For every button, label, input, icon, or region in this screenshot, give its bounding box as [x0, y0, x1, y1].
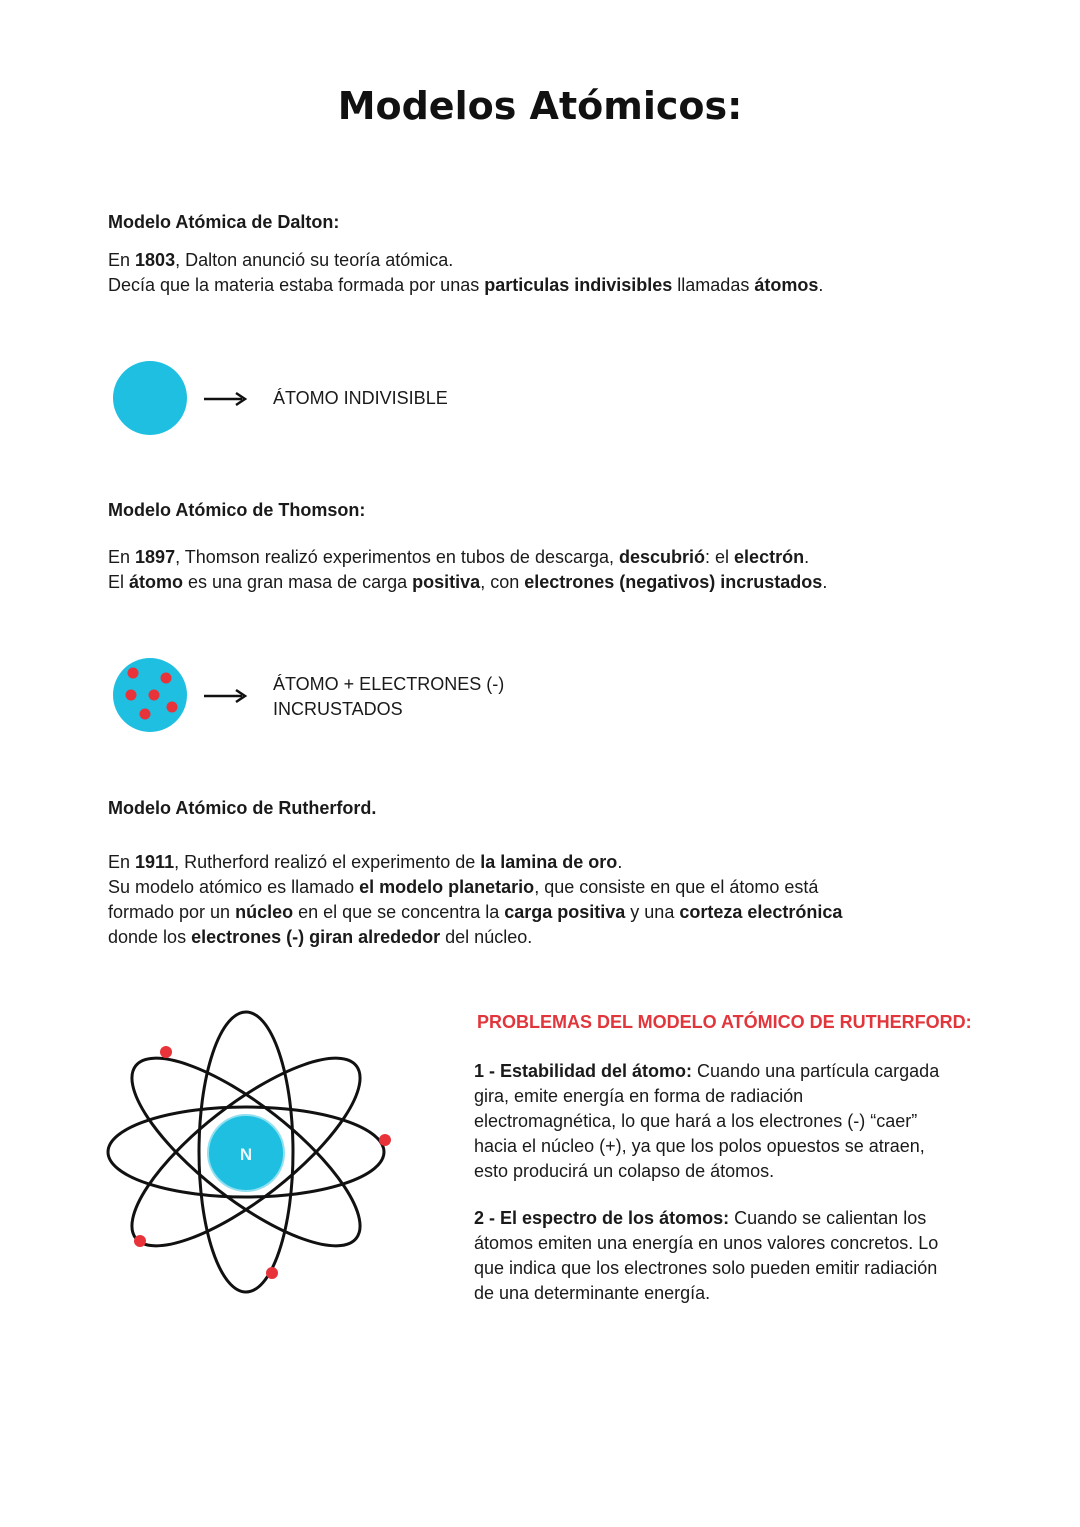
text-line: [474, 1134, 939, 1159]
text: hacia el núcleo (+), ya que los polos opuestos se atraen,: [474, 1136, 925, 1156]
dalton-diagram: [100, 350, 260, 450]
text: Su modelo atómico es llamado: [108, 877, 360, 897]
text: .: [822, 572, 828, 592]
text: .: [617, 852, 623, 872]
text-line: [108, 273, 823, 298]
text-line: [108, 545, 827, 570]
text: En: [108, 852, 136, 872]
text: Decía que la materia estaba formada por unas: [108, 275, 485, 295]
arrow-right-icon: [204, 393, 245, 405]
dalton-text: [108, 248, 823, 298]
text: .: [818, 275, 824, 295]
text: , Dalton anunció su teoría atómica.: [175, 250, 454, 270]
text-line: [474, 1256, 938, 1281]
text: llamadas: [672, 275, 755, 295]
bold-text: electrón: [734, 547, 805, 567]
bold-text: electrones (negativos) incrustados: [524, 572, 823, 592]
indivisible-atom-icon: [113, 361, 187, 435]
text: es una gran masa de carga: [183, 572, 413, 592]
text: , que consiste en que el átomo está: [534, 877, 819, 897]
text: de una determinante energía.: [474, 1283, 711, 1303]
bold-text: descubrió: [619, 547, 706, 567]
text: átomos emiten una energía en unos valores concretos. Lo: [474, 1233, 939, 1253]
rutherford-atom-diagram: [100, 1005, 400, 1305]
text: en el que se concentra la: [293, 902, 505, 922]
text: El: [108, 572, 130, 592]
text: , Thomson realizó experimentos en tubos de descarga,: [175, 547, 619, 567]
thomson-label-line-1: ÁTOMO + ELECTRONES (-): [273, 674, 505, 694]
page-title: Modelos Atómicos:: [337, 84, 743, 128]
text: En: [108, 547, 136, 567]
thomson-diagram-label: [273, 672, 504, 722]
nucleus-label: N: [239, 1145, 253, 1164]
arrow-right-icon: [204, 690, 245, 702]
dalton-heading: Modelo Atómica de Dalton:: [108, 212, 340, 232]
text-line: [474, 1281, 938, 1306]
bold-text: electrones (-) giran alrededor: [191, 927, 441, 947]
problem-1-text: [474, 1059, 939, 1184]
text: , con: [480, 572, 525, 592]
bold-text: 1803: [135, 250, 176, 270]
text: del núcleo.: [440, 927, 533, 947]
bold-text: núcleo: [235, 902, 294, 922]
text-line: [108, 248, 823, 273]
text-line: [474, 1159, 939, 1184]
text-line: [108, 875, 842, 900]
bold-text: 1897: [135, 547, 176, 567]
bold-text: el modelo planetario: [359, 877, 535, 897]
bold-text: átomos: [754, 275, 819, 295]
text-line: [108, 900, 842, 925]
text-line: [108, 925, 842, 950]
problem-2-text: [474, 1206, 938, 1306]
bold-text: 1911: [135, 852, 175, 872]
bold-text: átomo: [129, 572, 184, 592]
text-line: [108, 570, 827, 595]
bold-text: la lamina de oro: [480, 852, 618, 872]
text-line: [474, 1231, 938, 1256]
text: donde los: [108, 927, 192, 947]
problems-heading: PROBLEMAS DEL MODELO ATÓMICO DE RUTHERFORD:: [477, 1012, 972, 1032]
rutherford-text: [108, 850, 842, 950]
bold-text: 1 - Estabilidad del átomo:: [474, 1061, 693, 1081]
bold-text: positiva: [412, 572, 481, 592]
text-line: [474, 1109, 939, 1134]
thomson-diagram: [100, 647, 260, 747]
text-line: [474, 1206, 938, 1231]
text: electromagnética, lo que hará a los electrones (-) “caer”: [474, 1111, 918, 1131]
thomson-label-line-2: INCRUSTADOS: [273, 699, 403, 719]
bold-text: corteza electrónica: [679, 902, 843, 922]
text-line: [474, 1059, 939, 1084]
text: : el: [705, 547, 735, 567]
text: y una: [625, 902, 680, 922]
rutherford-heading: Modelo Atómico de Rutherford.: [108, 798, 377, 818]
text-line: [474, 1084, 939, 1109]
text: .: [804, 547, 810, 567]
thomson-text: [108, 545, 827, 595]
dalton-diagram-label: ÁTOMO INDIVISIBLE: [273, 388, 448, 408]
text: Cuando una partícula cargada: [692, 1061, 940, 1081]
text: formado por un: [108, 902, 236, 922]
text: Cuando se calientan los: [729, 1208, 927, 1228]
text-line: [108, 850, 842, 875]
bold-text: particulas indivisibles: [484, 275, 673, 295]
text: gira, emite energía en forma de radiación: [474, 1086, 804, 1106]
bold-text: 2 - El espectro de los átomos:: [474, 1208, 730, 1228]
text: En: [108, 250, 136, 270]
text: esto producirá un colapso de átomos.: [474, 1161, 775, 1181]
text: que indica que los electrones solo pueden emitir radiación: [474, 1258, 938, 1278]
bold-text: carga positiva: [504, 902, 626, 922]
thomson-heading: Modelo Atómico de Thomson:: [108, 500, 366, 520]
text: , Rutherford realizó el experimento de: [174, 852, 481, 872]
